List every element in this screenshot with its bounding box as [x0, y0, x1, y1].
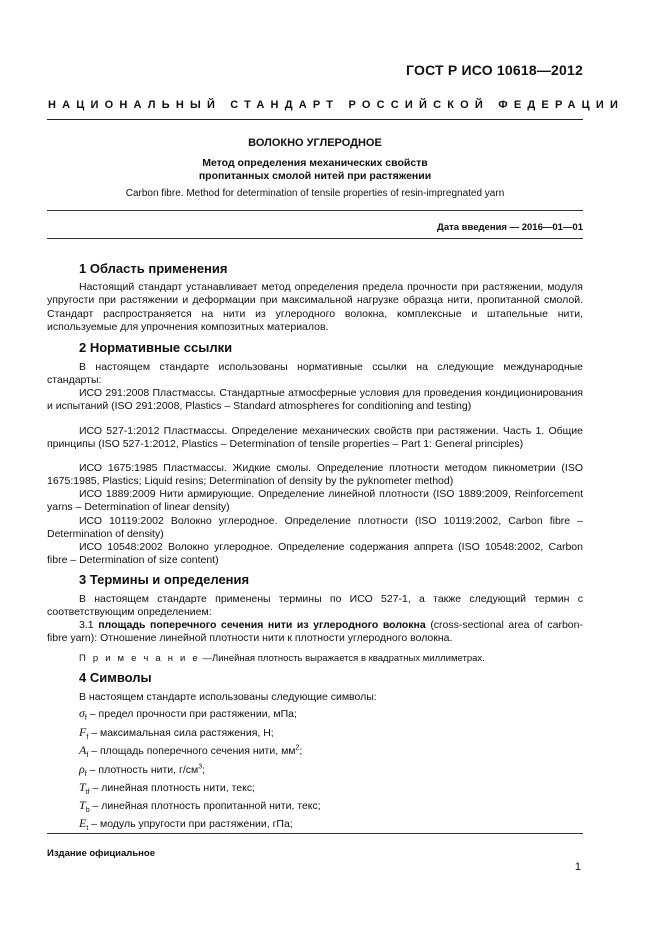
introduction-date: Дата введения — 2016—01—01: [437, 222, 583, 233]
page-number: 1: [574, 861, 581, 873]
symbol-e-t: [79, 816, 293, 832]
symbol-letter: σ: [79, 706, 85, 720]
symbol-description: – максимальная сила растяжения, Н;: [88, 727, 274, 739]
official-edition-label: Издание официальное: [47, 848, 155, 859]
symbol-f-f: [79, 725, 274, 741]
symbol-letter: T: [79, 780, 86, 794]
symbol-a-f: [79, 743, 302, 759]
document-number: ГОСТ Р ИСО 10618—2012: [406, 62, 583, 78]
symbol-subscript: b: [85, 807, 90, 815]
section-1-heading: 1 Область применения: [79, 261, 228, 276]
reference-iso-1675: ИСО 1675:1985 Пластмассы. Жидкие смолы. Определение плотности методом пикнометрии (ISO 1675:1985, Plastics; Liquid resins; Determination of density by the pyknometer method): [47, 462, 583, 488]
symbol-subscript: tf: [85, 789, 90, 797]
section-3-heading: 3 Термины и определения: [79, 572, 250, 587]
symbol-sigma-f: [79, 706, 297, 722]
reference-iso-527: ИСО 527-1:2012 Пластмассы. Определение механических свойств при растяжении. Часть 1. Общие принципы (ISO 527-1:2012, Plastics – Determination of tensile properties – Part 1: General principles): [47, 425, 583, 451]
section-1-paragraph: Настоящий стандарт устанавливает метод определения предела прочности при растяжении, модуля упругости при растяжении и деформации при максимальной нагрузке образца нити, пропитанной смолой. Стандарт распространяется на нити из углеродного волокна, комплексные и штапельные нити, используемые для упрочнения композитных материалов.: [47, 281, 583, 334]
symbol-tail: ;: [299, 745, 303, 757]
reference-iso-1889: ИСО 1889:2009 Нити армирующие. Определение линейной плотности (ISO 1889:2009, Reinforcement yarns – Determination of linear density): [47, 488, 583, 514]
symbol-tail: ;: [202, 764, 206, 776]
symbol-letter: ρ: [79, 762, 85, 776]
symbol-subscript: f: [84, 771, 87, 779]
reference-iso-10548: ИСО 10548:2002 Волокно углеродное. Определение содержания аппрета (ISO 10548:2002, Carbon fibre – Determination of size content): [47, 541, 583, 567]
date-divider: [47, 238, 583, 239]
symbol-description: – плотность нити, г/см: [86, 764, 199, 776]
section-3-intro: В настоящем стандарте применены термины по ИСО 527-1, а также следующий термин с соответствующим определением:: [47, 593, 583, 619]
symbol-t-b: [79, 798, 321, 814]
symbol-subscript: f: [86, 752, 89, 760]
symbol-letter: A: [79, 743, 87, 757]
term-definition-text: (cross-sectional area of carbon-fibre yarn): Отношение линейной плотности нити к плотности углеродного волокна.: [47, 619, 583, 645]
document-subtitle-line2: пропитанных смолой нитей при растяжении: [198, 170, 432, 182]
symbol-description: – площадь поперечного сечения нити, мм: [88, 745, 296, 757]
reference-iso-291: ИСО 291:2008 Пластмассы. Стандартные атмосферные условия для проведения кондиционирования и испытаний (ISO 291:2008, Plastics – Standard atmospheres for conditioning and testing): [47, 387, 583, 413]
symbol-subscript: f: [86, 734, 89, 742]
term-definition: [47, 619, 583, 646]
symbol-subscript: t: [86, 825, 89, 833]
title-divider: [47, 210, 583, 211]
symbol-letter: F: [79, 725, 87, 739]
national-standard-banner: НАЦИОНАЛЬНЫЙ СТАНДАРТ РОССИЙСКОЙ ФЕДЕРАЦИИ: [48, 99, 625, 111]
note-label: П р и м е ч а н и е: [79, 653, 200, 664]
document-subtitle-line1: Метод определения механических свойств: [202, 157, 428, 169]
english-title: Carbon fibre. Method for determination of tensile properties of resin-impregnated yarn: [125, 188, 505, 199]
symbol-subscript: f: [84, 715, 87, 723]
note-text: —Линейная плотность выражается в квадратных миллиметрах.: [199, 653, 485, 664]
symbol-t-tf: [79, 780, 255, 796]
symbol-letter: T: [79, 798, 86, 812]
term-name: площадь поперечного сечения нити из углеродного волокна: [98, 619, 426, 631]
document-title: ВОЛОКНО УГЛЕРОДНОЕ: [248, 137, 382, 149]
symbol-rho-f: [79, 762, 205, 778]
unit-superscript: 3: [198, 763, 203, 771]
note: [79, 653, 485, 664]
symbol-description: – модуль упругости при растяжении, гПа;: [88, 818, 293, 830]
header-divider: [47, 119, 583, 120]
term-number: 3.1: [79, 619, 94, 631]
unit-superscript: 2: [295, 744, 300, 752]
symbol-description: – линейная плотность нити, текс;: [89, 782, 256, 794]
section-4-heading: 4 Символы: [79, 670, 152, 685]
symbol-letter: E: [79, 816, 87, 830]
section-4-intro: В настоящем стандарте использованы следующие символы:: [79, 691, 377, 703]
section-2-intro: В настоящем стандарте использованы нормативные ссылки на следующие международные стандарты:: [47, 361, 583, 387]
symbol-description: – линейная плотность пропитанной нити, текс;: [89, 800, 321, 812]
reference-iso-10119: ИСО 10119:2002 Волокно углеродное. Определение плотности (ISO 10119:2002, Carbon fibre – Determination of density): [47, 515, 583, 541]
section-2-heading: 2 Нормативные ссылки: [79, 340, 233, 355]
symbol-description: – предел прочности при растяжении, мПа;: [86, 708, 297, 720]
footer-divider: [47, 833, 583, 834]
